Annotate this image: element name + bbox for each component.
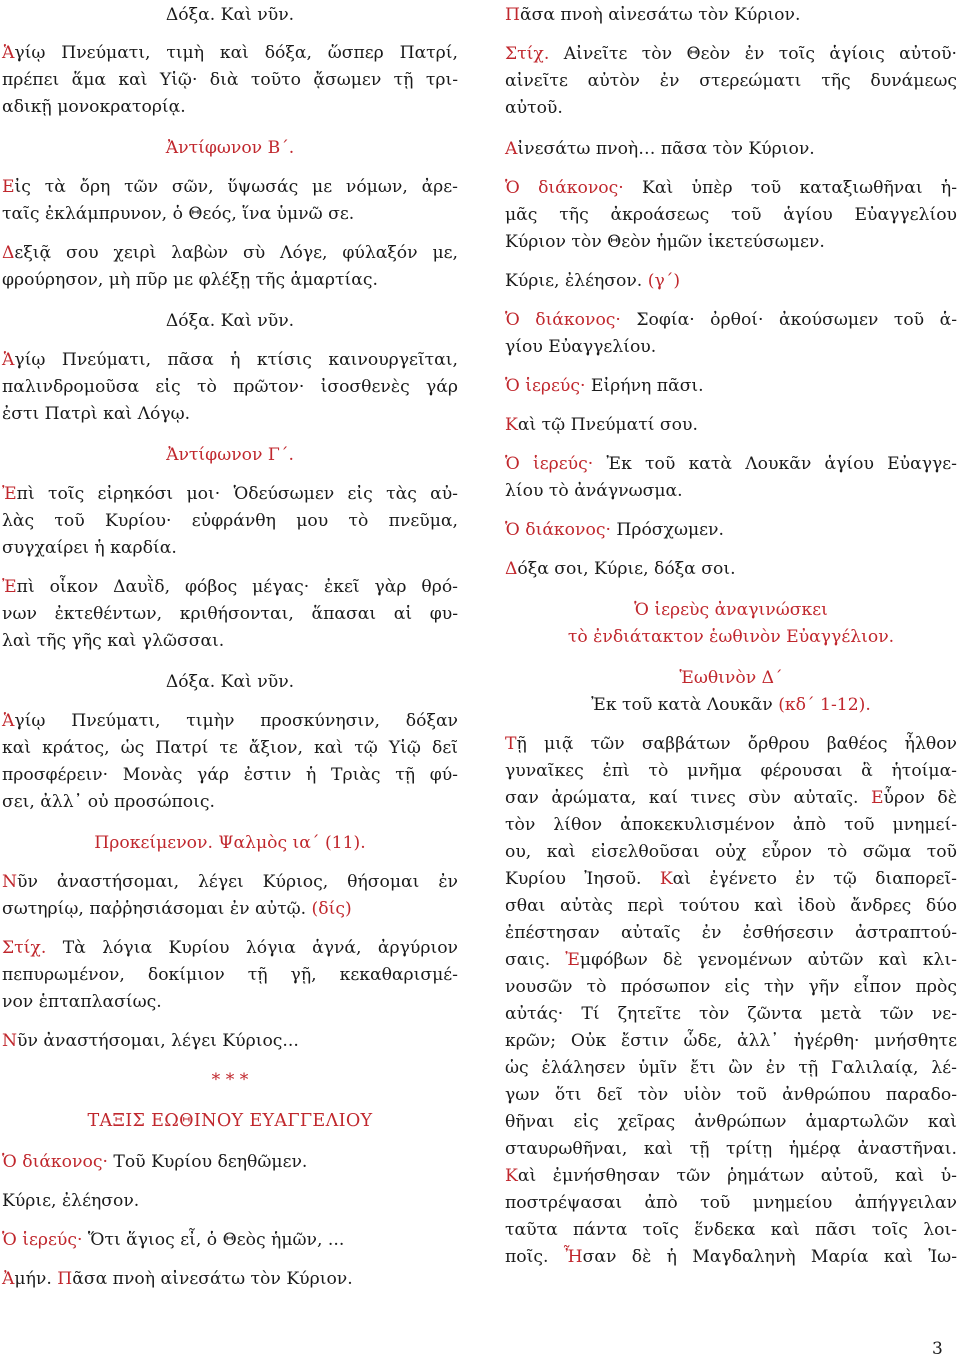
- rubric-text: Στίχ.: [2, 938, 47, 958]
- right-text-line: [505, 336, 957, 358]
- body-text: αὐτοῦ.: [505, 98, 563, 118]
- rubric-text: Ὁ ἱερεύς·: [2, 1230, 83, 1250]
- left-text-line: [2, 991, 458, 1013]
- body-text: σαις.: [505, 950, 566, 970]
- rubric-text: (κδ΄ 1-12).: [778, 695, 871, 715]
- left-text-line: [2, 376, 458, 398]
- left-text-line: [2, 444, 458, 466]
- left-text-line: [2, 176, 458, 198]
- left-text-line: [2, 537, 458, 559]
- rubric-text: Ἁ: [2, 43, 15, 63]
- right-text-line: [505, 895, 957, 917]
- rubric-text: Προκείμενον. Ψαλμὸς ια΄ (11).: [94, 833, 366, 853]
- right-text-line: [505, 667, 957, 689]
- body-text: σει, ἀλλ᾽ οὐ προσώποις.: [2, 792, 215, 812]
- rubric-text: Ὁ διάκονος·: [2, 1152, 108, 1172]
- body-text: γίῳ Πνεύματι, τιμὴν προσκύνησιν, δόξαν: [14, 711, 458, 731]
- right-text-line: [505, 138, 957, 160]
- right-text-line: [505, 814, 957, 836]
- body-text: νουσῶν τὸ πρόσωπον εἰς τὴν γῆν εἶπον πρὸς: [505, 977, 957, 997]
- body-text: ῦν ἀναστήσομαι, λέγει Κύριος, θήσομαι ἐν: [17, 872, 458, 892]
- body-text: όξα σοι, Κύριε, δόξα σοι.: [517, 559, 736, 579]
- rubric-text: Ε: [2, 177, 15, 197]
- body-text: Κυρίου Ἰησοῦ.: [505, 869, 660, 889]
- body-text: μφόβων δὲ γενομένων αὐτῶν καὶ κλι-: [579, 950, 957, 970]
- right-text-line: [505, 976, 957, 998]
- right-text-line: [505, 453, 957, 475]
- body-text: πὶ οἶκον Δαυῒδ, φόβος μέγας· ἐκεῖ γὰρ θρό-: [16, 577, 458, 597]
- left-text-line: [2, 1030, 458, 1052]
- rubric-text: Α: [505, 139, 518, 159]
- body-text: Ὅτι ἅγιος εἶ, ὁ Θεὸς ἡμῶν, ...: [82, 1230, 345, 1250]
- left-text-line: [2, 203, 458, 225]
- right-text-line: [505, 177, 957, 199]
- right-text-line: [505, 1003, 957, 1025]
- left-text-line: [2, 1268, 458, 1290]
- left-text-line: [2, 269, 458, 291]
- body-text: σταυρωθῆναι, καὶ τῇ τρίτῃ ἡμέρᾳ ἀναστῆναι.: [505, 1139, 957, 1159]
- left-text-line: [2, 42, 458, 64]
- rubric-text: Ἀντίφωνον Β΄.: [165, 138, 295, 158]
- body-text: Πρόσχωμεν.: [610, 520, 724, 540]
- body-text: πεπυρωμένον, δοκίμιον τῇ γῇ, κεκαθαρισμέ-: [2, 965, 458, 985]
- left-text-line: [2, 871, 458, 893]
- body-text: ἰνεσάτω πνοὴ… πᾶσα τὸν Κύριον.: [517, 139, 815, 159]
- body-text: ταῦτα πάντα τοῖς ἕνδεκα καὶ πᾶσι τοῖς λοι-: [505, 1220, 957, 1240]
- left-text-line: [2, 1190, 458, 1212]
- right-text-line: [505, 841, 957, 863]
- left-text-line: [2, 576, 458, 598]
- body-text: σωτηρίῳ, παῤῥησιάσομαι ἐν αὐτῷ.: [2, 899, 312, 919]
- body-text: μᾶς τῆς ἀκροάσεως τοῦ ἁγίου Εὐαγγελίου: [505, 205, 957, 225]
- right-text-line: [505, 599, 957, 621]
- body-text: ποστρέψασαι ἀπὸ τοῦ μνημείου ἀπήγγειλαν: [505, 1193, 957, 1213]
- left-text-line: [2, 1110, 458, 1132]
- body-text: Ἐκ τοῦ κατὰ Λουκᾶν ἁγίου Εὐαγγε-: [593, 454, 957, 474]
- right-text-line: [505, 868, 957, 890]
- rubric-text: Ἐ: [565, 950, 580, 970]
- body-text: Δόξα. Καὶ νῦν.: [165, 311, 295, 331]
- rubric-text: Ἁ: [2, 711, 15, 731]
- rubric-text: Π: [57, 1269, 73, 1289]
- right-text-line: [505, 1030, 957, 1052]
- rubric-text: τὸ ἐνδιάτακτον ἑωθινὸν Εὐαγγέλιον.: [567, 627, 895, 647]
- right-text-line: [505, 204, 957, 226]
- rubric-text: Ε: [871, 788, 884, 808]
- right-text-line: [505, 1246, 957, 1268]
- body-text: ΤΑΞΙΣ ΕΩΘΙΝΟΥ ΕΥΑΓΓΕΛΙΟΥ: [87, 1111, 373, 1131]
- body-text: γίῳ Πνεύματι, πᾶσα ἡ κτίσις καινουργεῖται,: [14, 350, 458, 370]
- right-text-line: [505, 1219, 957, 1241]
- rubric-text: Ὁ διάκονος·: [505, 520, 611, 540]
- right-text-line: [505, 558, 957, 580]
- body-text: αὶ τῷ Πνεύματί σου.: [517, 415, 698, 435]
- body-text: Τοῦ Κυρίου δεηθῶμεν.: [107, 1152, 308, 1172]
- body-text: ᾶσα πνοὴ αἰνεσάτω τὸν Κύριον.: [520, 5, 801, 25]
- right-text-line: [505, 97, 957, 119]
- body-text: εξιᾷ σου χειρὶ λαβὼν σὺ Λόγε, φύλαξόν με,: [14, 243, 458, 263]
- body-text: θῆναι εἰς χεῖρας ἀνθρώπων ἁμαρτωλῶν καὶ: [505, 1112, 957, 1132]
- left-text-line: [2, 1069, 458, 1091]
- body-text: Κύριε, ἐλέησον.: [2, 1191, 140, 1211]
- right-text-line: [505, 43, 957, 65]
- right-text-line: [505, 787, 957, 809]
- body-text: λαὶ τῆς γῆς καὶ γλῶσσαι.: [2, 631, 225, 651]
- body-text: αἰνεῖτε αὐτὸν ἐν στερεώματι τῆς δυνάμεως: [505, 71, 957, 91]
- left-text-line: [2, 96, 458, 118]
- right-text-line: [505, 70, 957, 92]
- right-text-line: [505, 309, 957, 331]
- rubric-text: Ὁ διάκονος·: [505, 178, 624, 198]
- left-text-line: [2, 510, 458, 532]
- rubric-text: Δ: [505, 559, 518, 579]
- left-text-line: [2, 764, 458, 786]
- right-text-line: [505, 626, 957, 648]
- body-text: αὶ ἐμνήσθησαν τῶν ῥημάτων αὐτοῦ, καὶ ὑ-: [517, 1166, 957, 1186]
- right-text-line: [505, 480, 957, 502]
- body-text: τὸν λίθον ἀποκεκυλισμένον ἀπὸ τοῦ μνημεί-: [505, 815, 957, 835]
- right-text-line: [505, 1192, 957, 1214]
- body-text: Κύριον τὸν Θεὸν ἡμῶν ἱκετεύσωμεν.: [505, 232, 825, 252]
- body-text: ὡς ἐλάλησεν ὑμῖν ἔτι ὢν ἐν τῇ Γαλιλαίᾳ, λέ-: [505, 1058, 957, 1078]
- body-text: Σοφία· ὀρθοί· ἀκούσωμεν τοῦ ἁ-: [620, 310, 957, 330]
- right-text-line: [505, 1084, 957, 1106]
- body-text: ῇ μιᾷ τῶν σαββάτων ὄρθρου βαθέος ἦλθον: [516, 734, 957, 754]
- rubric-text: Δ: [2, 243, 15, 263]
- left-text-line: [2, 69, 458, 91]
- rubric-text: Ἁ: [2, 350, 15, 370]
- rubric-text: Τ: [505, 734, 517, 754]
- body-text: λὰς τοῦ Κυρίου· εὐφράνθη μου τὸ πνεῦμα,: [2, 511, 458, 531]
- rubric-text: Π: [505, 5, 520, 25]
- body-text: πὶ τοῖς εἰρηκόσι μοι· Ὁδεύσωμεν εἰς τὰς αὐ-: [16, 484, 458, 504]
- body-text: γίου Εὐαγγελίου.: [505, 337, 657, 357]
- body-text: κρῶν; Οὐκ ἔστιν ὧδε, ἀλλ᾽ ἠγέρθη· μνήσθητε: [505, 1031, 957, 1051]
- body-text: Κύριε, ἐλέησον.: [505, 271, 648, 291]
- right-text-line: [505, 922, 957, 944]
- left-text-line: [2, 4, 458, 26]
- right-text-line: [505, 949, 957, 971]
- body-text: φρούρησον, μὴ πῦρ με φλέξῃ τῆς ἁμαρτίας.: [2, 270, 378, 290]
- body-text: αὶ ἐγένετο ἐν τῷ διαπορεῖ-: [672, 869, 957, 889]
- rubric-text: Κ: [505, 1166, 518, 1186]
- right-text-line: [505, 231, 957, 253]
- body-text: ἰς τὰ ὄρη τῶν σῶν, ὕψωσάς με νόμων, ἀρε-: [14, 177, 458, 197]
- body-text: προσφέρειν· Μονὰς γάρ ἐστιν ἡ Τριὰς τῇ φύ-: [2, 765, 458, 785]
- body-text: Τὰ λόγια Κυρίου λόγια ἁγνά, ἀργύριον: [46, 938, 458, 958]
- body-text: ῦν ἀναστήσομαι, λέγει Κύριος...: [17, 1031, 299, 1051]
- left-text-line: [2, 737, 458, 759]
- body-text: ᾶσα πνοὴ αἰνεσάτω τὸν Κύριον.: [72, 1269, 353, 1289]
- rubric-text: Ἐ: [2, 484, 17, 504]
- rubric-text: Ἐ: [2, 577, 17, 597]
- left-text-line: [2, 671, 458, 693]
- left-text-line: [2, 603, 458, 625]
- body-text: ου, καὶ εἰσελθοῦσαι οὐχ εὗρον τὸ σῶμα τοῦ: [505, 842, 957, 862]
- right-text-line: [505, 270, 957, 292]
- left-text-line: [2, 403, 458, 425]
- rubric-text: Ἦ: [563, 1247, 583, 1267]
- left-text-line: [2, 349, 458, 371]
- body-text: ποῖς.: [505, 1247, 564, 1267]
- right-text-line: [505, 1111, 957, 1133]
- rubric-text: Ν: [2, 872, 18, 892]
- left-text-line: [2, 964, 458, 986]
- left-text-line: [2, 898, 458, 920]
- body-text: νων ἐκτεθέντων, κριθήσονται, ἅπασαι αἱ φυ-: [2, 604, 458, 624]
- body-text: σαν δὲ ἡ Μαγδαληνὴ Μαρία καὶ Ἰω-: [582, 1247, 958, 1267]
- right-text-line: [505, 1165, 957, 1187]
- page-number: 3: [932, 1339, 943, 1359]
- body-text: συγχαίρει ἡ καρδία.: [2, 538, 177, 558]
- rubric-text: Κ: [505, 415, 518, 435]
- right-text-line: [505, 1138, 957, 1160]
- body-text: σθαι αὐτὰς περὶ τούτου καὶ ἰδοὺ ἄνδρες δύο: [505, 896, 957, 916]
- right-text-line: [505, 694, 957, 716]
- body-text: Δόξα. Καὶ νῦν.: [165, 672, 295, 692]
- rubric-text: Ἑωθινὸν Δ΄: [679, 668, 783, 688]
- rubric-text: Κ: [659, 869, 673, 889]
- right-text-line: [505, 4, 957, 26]
- body-text: Αἰνεῖτε τὸν Θεὸν ἐν τοῖς ἁγίοις αὐτοῦ·: [549, 44, 957, 64]
- left-text-line: [2, 937, 458, 959]
- body-text: πρέπει ἅμα καὶ Υἱῷ· διὰ τοῦτο ᾄσωμεν τῇ τρι-: [2, 70, 458, 90]
- body-text: Ἐκ τοῦ κατὰ Λουκᾶν: [591, 695, 779, 715]
- rubric-text: Ὁ διάκονος·: [505, 310, 621, 330]
- right-text-line: [505, 519, 957, 541]
- body-text: αὐτάς· Τί ζητεῖτε τὸν ζῶντα μετὰ τῶν νε-: [505, 1004, 957, 1024]
- body-text: λίου τὸ ἀνάγνωσμα.: [505, 481, 683, 501]
- left-text-line: [2, 832, 458, 854]
- body-text: σαν ἀρώματα, καί τινες σὺν αὐταῖς.: [505, 788, 871, 808]
- rubric-text: Στίχ.: [505, 44, 550, 64]
- body-text: μήν.: [14, 1269, 58, 1289]
- body-text: καὶ κράτος, ὡς Πατρί τε ἄξιον, καὶ τῷ Υἱῷ δεῖ: [2, 738, 458, 758]
- body-text: αδικῇ μονοκρατορίᾳ.: [2, 97, 186, 117]
- left-text-line: [2, 710, 458, 732]
- left-text-line: [2, 242, 458, 264]
- body-text: Δόξα. Καὶ νῦν.: [165, 5, 295, 25]
- left-text-line: [2, 1151, 458, 1173]
- left-text-line: [2, 630, 458, 652]
- right-text-line: [505, 733, 957, 755]
- right-text-line: [505, 760, 957, 782]
- rubric-text: Ν: [2, 1031, 18, 1051]
- left-text-line: [2, 791, 458, 813]
- body-text: γυναῖκες ἐπὶ τὸ μνῆμα φέρουσαι ἃ ἡτοίμα-: [505, 761, 957, 781]
- body-text: ὗρον δὲ: [883, 788, 957, 808]
- rubric-text: Ὁ ἱερεύς·: [505, 376, 586, 396]
- rubric-text: Ἀντίφωνον Γ΄.: [166, 445, 294, 465]
- rubric-text: Ὁ ἱερεὺς ἀναγινώσκει: [634, 600, 828, 620]
- body-text: Εἰρήνη πᾶσι.: [585, 376, 704, 396]
- left-text-line: [2, 1229, 458, 1251]
- rubric-text: * * *: [211, 1070, 249, 1090]
- rubric-text: (δίς): [311, 899, 352, 919]
- right-text-line: [505, 375, 957, 397]
- left-text-line: [2, 483, 458, 505]
- rubric-text: Ὁ ἱερεύς·: [505, 454, 594, 474]
- body-text: ταῖς ἐκλάμπρυνον, ὁ Θεός, ἵνα ὑμνῶ σε.: [2, 204, 355, 224]
- body-text: παλινδρομοῦσα εἰς τὸ πρῶτον· ἰσοσθενὲς γάρ: [2, 377, 458, 397]
- left-text-line: [2, 310, 458, 332]
- rubric-text: (γ΄): [647, 271, 681, 291]
- body-text: ἐπέστησαν αὐταῖς ἐν ἐσθήσεσιν ἀστραπτού-: [505, 923, 957, 943]
- rubric-text: Ἀ: [2, 1269, 15, 1289]
- left-text-line: [2, 137, 458, 159]
- right-text-line: [505, 1057, 957, 1079]
- body-text: ἐστι Πατρὶ καὶ Λόγῳ.: [2, 404, 191, 424]
- body-text: Καὶ ὑπὲρ τοῦ καταξιωθῆναι ἡ-: [623, 178, 957, 198]
- right-text-line: [505, 414, 957, 436]
- body-text: γίῳ Πνεύματι, τιμὴ καὶ δόξα, ὥσπερ Πατρί,: [14, 43, 458, 63]
- body-text: γων ὅτι δεῖ τὸν υἱὸν τοῦ ἀνθρώπου παραδο-: [505, 1085, 957, 1105]
- body-text: νον ἑπταπλασίως.: [2, 992, 162, 1012]
